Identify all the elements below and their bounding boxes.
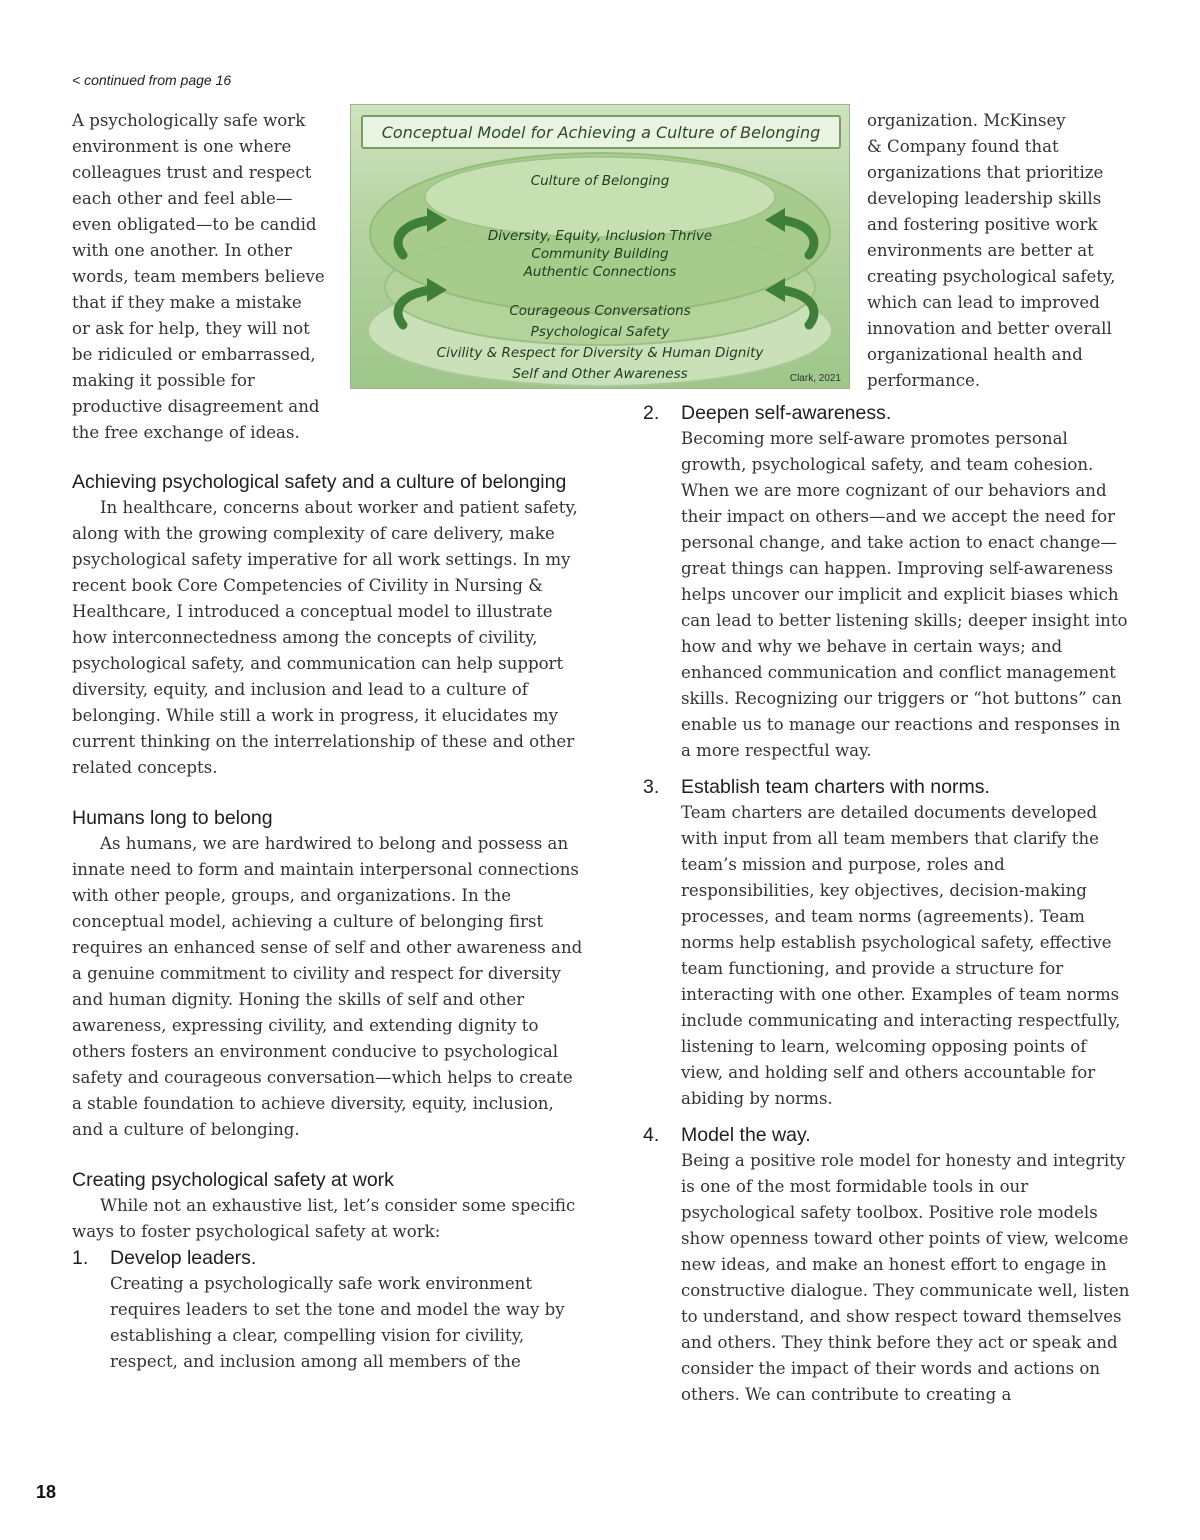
section-heading-creating: Creating psychological safety at work bbox=[72, 1169, 394, 1191]
bottom-line: Psychological Safety bbox=[530, 324, 670, 340]
intro-line: words, team members believe bbox=[72, 267, 325, 286]
intro-line: environment is one where bbox=[72, 137, 292, 156]
right-top-line: which can lead to improved bbox=[867, 293, 1100, 312]
figure-credit: Clark, 2021 bbox=[789, 373, 841, 384]
left-column bbox=[72, 469, 584, 1375]
intro-line: colleagues trust and respect bbox=[72, 163, 312, 182]
right-top-line: organizational health and bbox=[867, 345, 1083, 364]
middle-line: Authentic Connections bbox=[523, 264, 677, 280]
intro-line: productive disagreement and bbox=[72, 397, 320, 416]
intro-line: be ridiculed or embarrassed, bbox=[72, 345, 316, 364]
right-top-line: & Company found that bbox=[867, 137, 1059, 156]
right-top-line: performance. bbox=[867, 371, 981, 390]
intro-line: making it possible for bbox=[72, 371, 255, 390]
list-item bbox=[643, 1122, 1133, 1408]
intro-line: each other and feel able— bbox=[72, 189, 293, 208]
middle-line: Community Building bbox=[531, 246, 669, 262]
right-top-line: environments are better at bbox=[867, 241, 1094, 260]
list-text: Team charters are detailed documents developed with input from all team members that clarify the team’s mission and purpose, roles and responsibilities, key objectives, decision-making processes, and team norms (agreements). Team norms help establish psychological safety, effective team functioning, and provide a structure for interacting with one other. Examples of team norms include communicating and interacting respectfully, listening to learn, welcoming opposing points of view, and holding self and others accountable for abiding by norms. bbox=[681, 803, 1121, 1108]
list-item bbox=[72, 1245, 584, 1375]
list-item bbox=[643, 774, 1133, 1112]
list-title: Establish team charters with norms. bbox=[681, 776, 990, 798]
list-title: Deepen self-awareness. bbox=[681, 402, 892, 424]
section-heading-achieving: Achieving psychological safety and a culture of belonging bbox=[72, 471, 567, 493]
right-top-line: organization. McKinsey bbox=[867, 111, 1066, 130]
right-top-line: creating psychological safety, bbox=[867, 267, 1116, 286]
intro-paragraph bbox=[72, 108, 342, 446]
intro-line: that if they make a mistake bbox=[72, 293, 302, 312]
intro-line: even obligated—to be candid bbox=[72, 215, 317, 234]
continued-note: < continued from page 16 bbox=[72, 72, 232, 88]
right-column bbox=[643, 400, 1133, 1408]
intro-line: A psychologically safe work bbox=[72, 111, 306, 130]
culture-of-belonging-label: Culture of Belonging bbox=[530, 173, 670, 189]
intro-line: with one another. In other bbox=[72, 241, 292, 260]
bottom-line: Civility & Respect for Diversity & Human Dignity bbox=[436, 345, 764, 361]
list-text: Creating a psychologically safe work environment requires leaders to set the tone and model the way by establishing a clear, compelling vision for civility, respect, and inclusion among all members of the bbox=[110, 1274, 565, 1371]
list-number: 3. bbox=[643, 776, 660, 798]
section-text-achieving: In healthcare, concerns about worker and patient safety, along with the growing complexity of care delivery, make psychological safety imperative for all work settings. In my recent book Core Competencies of Civility in Nursing & Healthcare, I introduced a conceptual model to illustrate how interconnectedness among the concepts of civility, psychological safety, and communication can help support diversity, equity, and inclusion and lead to a culture of belonging. While still a work in progress, it elucidates my current thinking on the interrelationship of these and other related concepts. bbox=[72, 498, 578, 777]
list-title: Develop leaders. bbox=[110, 1247, 257, 1269]
bottom-line: Courageous Conversations bbox=[509, 303, 691, 319]
right-top-line: and fostering positive work bbox=[867, 215, 1098, 234]
conceptual-model-figure bbox=[350, 104, 850, 389]
intro-line: the free exchange of ideas. bbox=[72, 423, 300, 442]
list-title: Model the way. bbox=[681, 1124, 811, 1146]
right-top-paragraph bbox=[867, 108, 1137, 394]
list-text: Being a positive role model for honesty and integrity is one of the most formidable tools in our psychological safety toolbox. Positive role models show openness toward other points of view, welcome new ideas, and make an honest effort to engage in constructive dialogue. They communicate well, listen to understand, and show respect toward themselves and others. They think before they act or speak and consider the impact of their words and actions on others. We can contribute to creating a bbox=[681, 1151, 1130, 1404]
right-top-line: organizations that prioritize bbox=[867, 163, 1104, 182]
list-number: 4. bbox=[643, 1124, 660, 1146]
figure-title: Conceptual Model for Achieving a Culture of Belonging bbox=[361, 115, 841, 149]
section-text-creating: While not an exhaustive list, let’s consider some specific ways to foster psychological safety at work: bbox=[72, 1196, 576, 1241]
page-number: 18 bbox=[36, 1482, 57, 1502]
intro-line: or ask for help, they will not bbox=[72, 319, 310, 338]
list-item bbox=[643, 400, 1133, 764]
list-text: Becoming more self-aware promotes personal growth, psychological safety, and team cohesion. When we are more cognizant of our behaviors and their impact on others—and we accept the need for personal change, and take action to enact change—great things can happen. Improving self-awareness helps uncover our implicit and explicit biases which can lead to better listening skills; deeper insight into how and why we behave in certain ways; and enhanced communication and conflict management skills. Recognizing our triggers or “hot buttons” can enable us to manage our reactions and responses in a more respectful way. bbox=[681, 429, 1128, 760]
middle-line: Diversity, Equity, Inclusion Thrive bbox=[487, 228, 713, 244]
right-top-line: innovation and better overall bbox=[867, 319, 1112, 338]
section-text-humans: As humans, we are hardwired to belong and possess an innate need to form and maintain interpersonal connections with other people, groups, and organizations. In the conceptual model, achieving a culture of belonging first requires an enhanced sense of self and other awareness and a genuine commitment to civility and respect for diversity and human dignity. Honing the skills of self and other awareness, expressing civility, and extending dignity to others fosters an environment conducive to psychological safety and courageous conversation—which helps to create a stable foundation to achieve diversity, equity, inclusion, and a culture of belonging. bbox=[72, 834, 583, 1139]
middle-layer-text bbox=[351, 227, 849, 281]
bottom-layer-text bbox=[351, 301, 849, 385]
section-heading-humans: Humans long to belong bbox=[72, 807, 273, 829]
bottom-line: Self and Other Awareness bbox=[512, 366, 688, 382]
list-number: 2. bbox=[643, 402, 660, 424]
right-top-line: developing leadership skills bbox=[867, 189, 1102, 208]
list-number: 1. bbox=[72, 1247, 89, 1269]
